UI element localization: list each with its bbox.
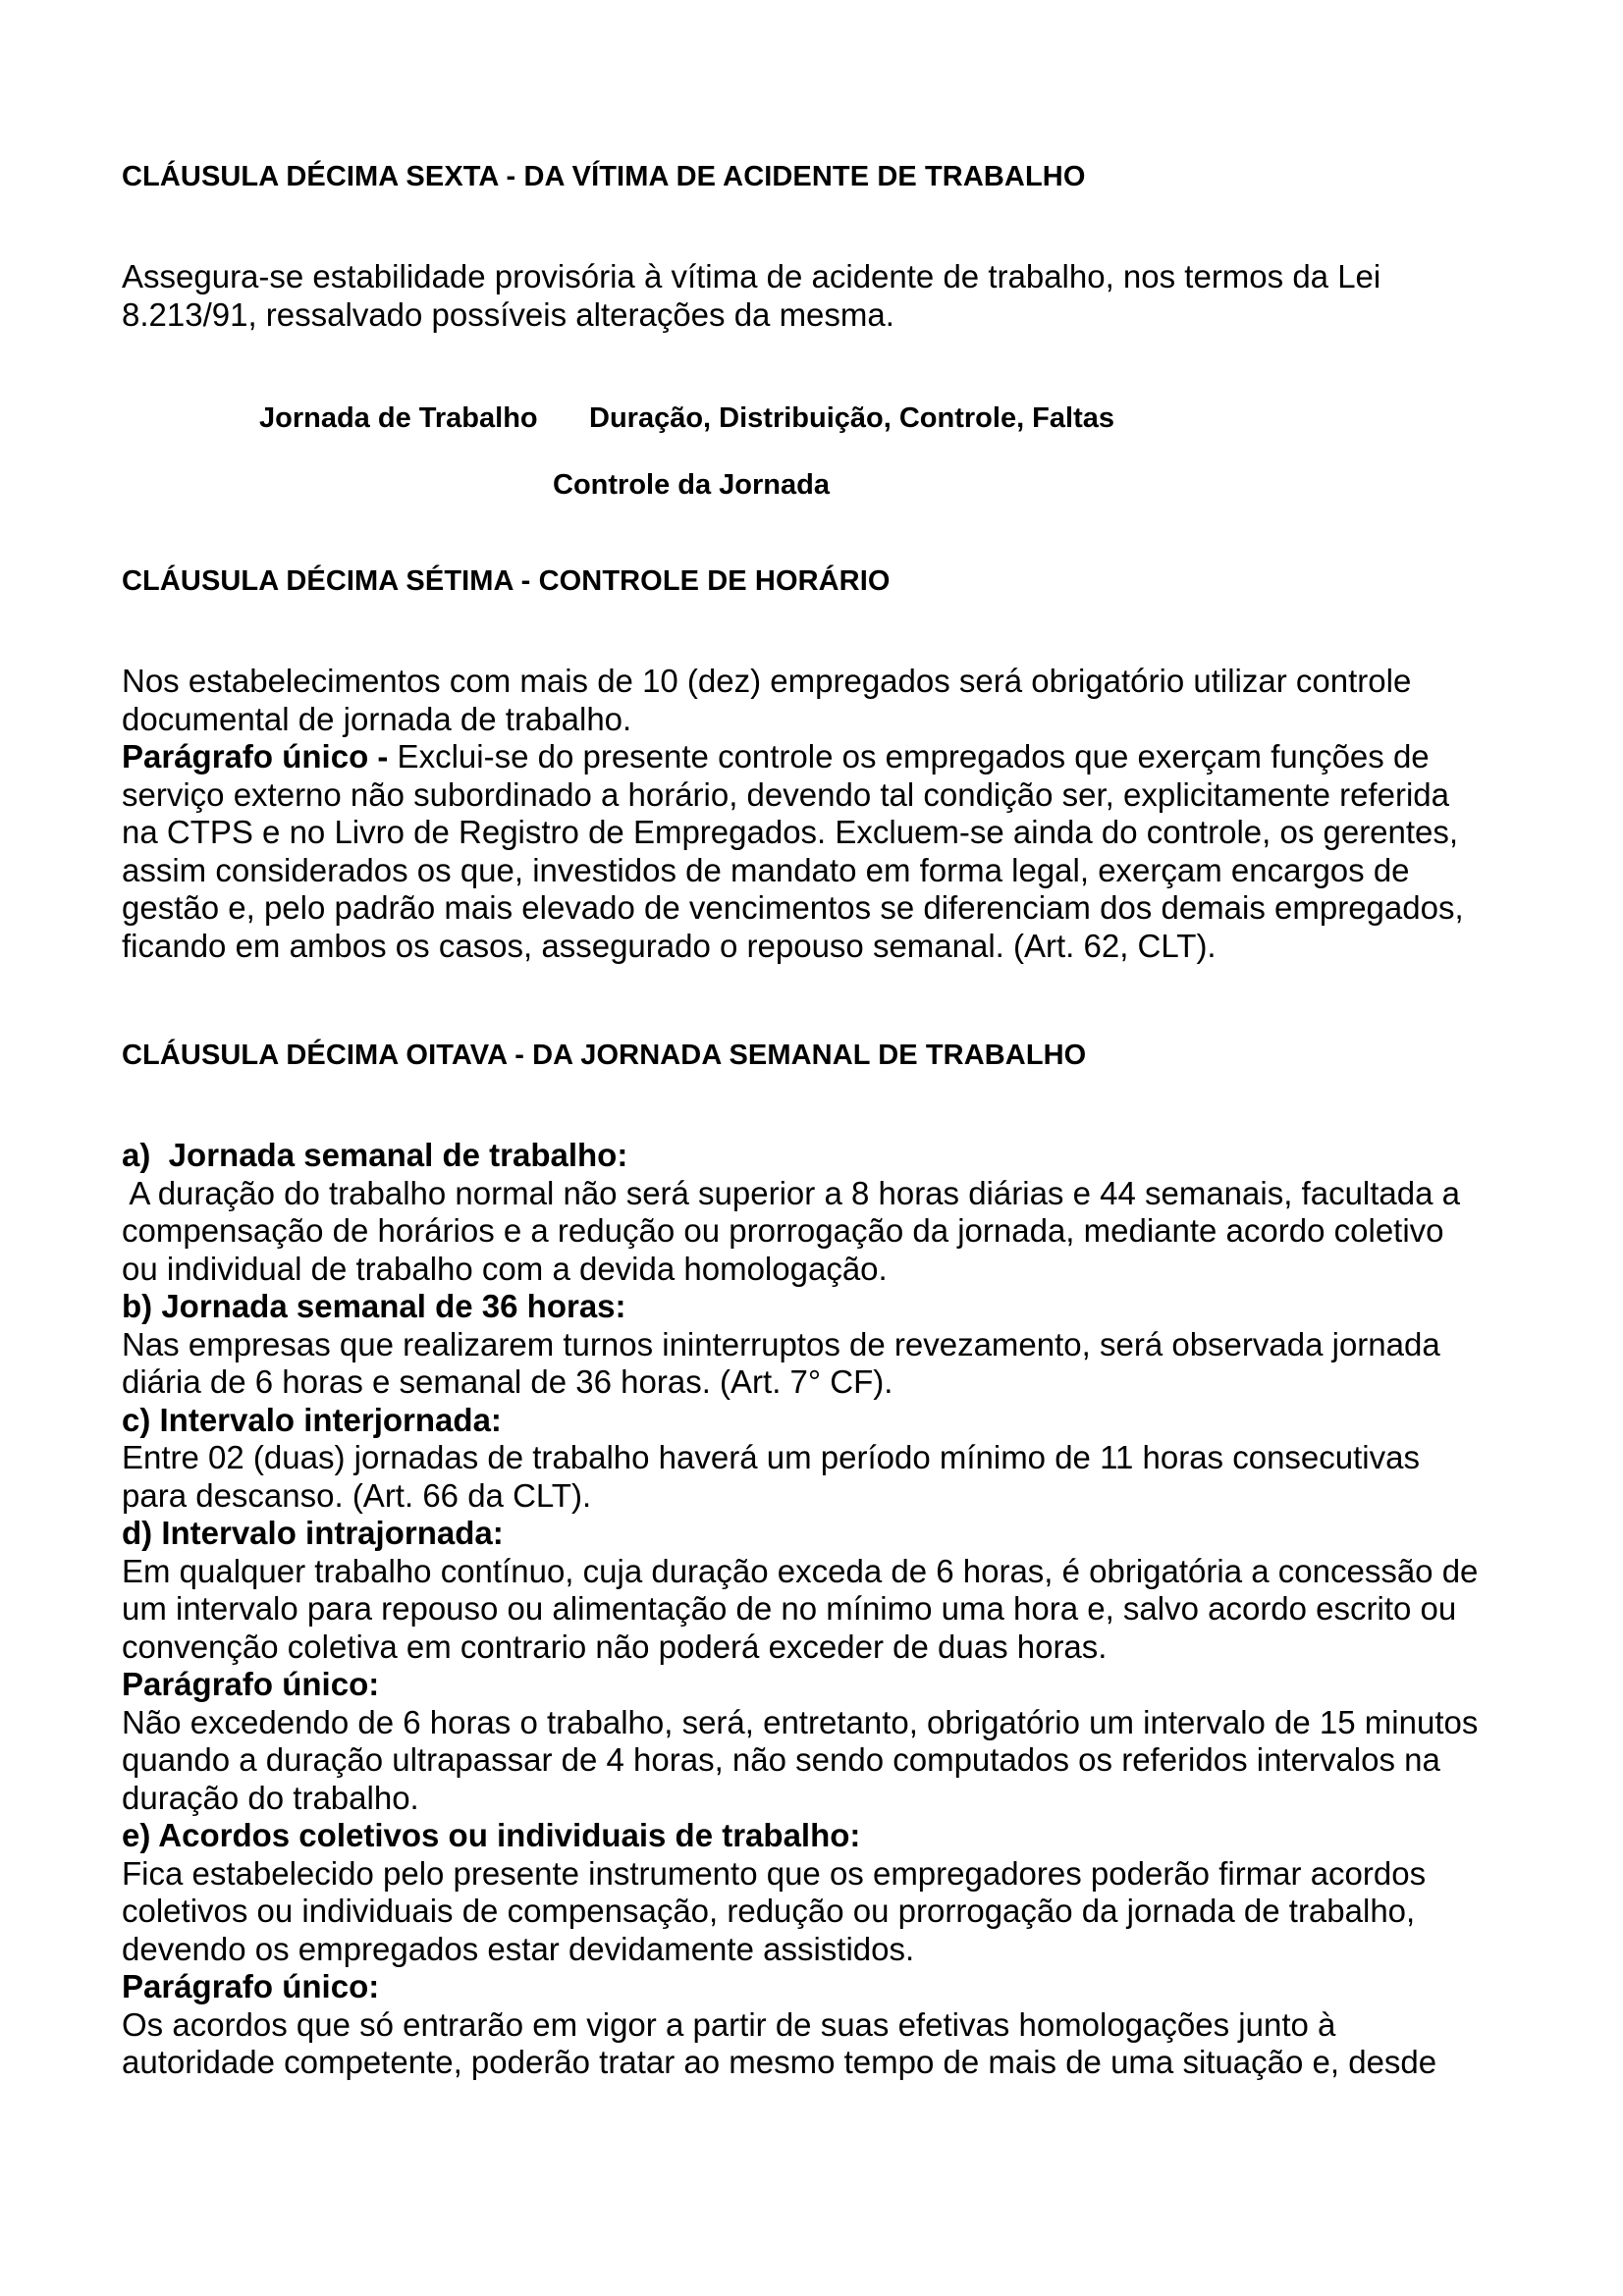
clause-17-paragraph-line: na CTPS e no Livro de Registro de Empregados. Excluem-se ainda do controle, os gerentes, (122, 814, 1459, 850)
clause-18-title: CLÁUSULA DÉCIMA OITAVA - DA JORNADA SEMANAL DE TRABALHO (122, 1040, 1087, 1071)
clause-17-paragraph-line: serviço externo não subordinado a horário, devendo tal condição ser, explicitamente referida (122, 775, 1449, 813)
clause-18-item-b (122, 1288, 1516, 1402)
clause-18-item-d (122, 1515, 1516, 1666)
clause-17-paragraph-line: ficando em ambos os casos, assegurado o repouso semanal. (Art. 62, CLT). (122, 927, 1217, 964)
item-line: convenção coletiva em contrario não poderá exceder de duas horas. (122, 1628, 1108, 1665)
item-heading: a) Jornada semanal de trabalho: (122, 1137, 628, 1173)
item-line: Os acordos que só entrarão em vigor a partir de suas efetivas homologações junto à (122, 2005, 1336, 2043)
item-line: diária de 6 horas e semanal de 36 horas. (Art. 7° CF). (122, 1363, 893, 1400)
item-line: Em qualquer trabalho contínuo, cuja duração exceda de 6 horas, é obrigatória a concessão de (122, 1552, 1479, 1589)
section-heading (122, 465, 1516, 505)
item-heading: e) Acordos coletivos ou individuais de trabalho: (122, 1817, 861, 1853)
clause-17-title: CLÁUSULA DÉCIMA SÉTIMA - CONTROLE DE HORÁRIO (122, 565, 891, 597)
section-title: Controle da Jornada (553, 469, 830, 501)
item-heading: d) Intervalo intrajornada: (122, 1515, 504, 1551)
item-line: A duração do trabalho normal não será superior a 8 horas diárias e 44 semanais, facultada a (122, 1174, 1461, 1211)
item-line: Nas empresas que realizarem turnos ininterruptos de revezamento, será observada jornada (122, 1325, 1440, 1362)
clause-17-paragraph-first-line (122, 738, 1516, 776)
clause-17-paragraph-line: assim considerados os que, investidos de mandato em forma legal, exerçam encargos de (122, 851, 1410, 888)
item-heading: Parágrafo único: (122, 1666, 380, 1702)
clause-17-line: documental de jornada de trabalho. (122, 700, 632, 737)
clause-18-item-d-paragraph (122, 1666, 1516, 1817)
item-line: Fica estabelecido pelo presente instrumento que os empregadores poderão firmar acordos (122, 1854, 1427, 1892)
clause-16-body (122, 258, 1380, 334)
item-line: Não excedendo de 6 horas o trabalho, será, entretanto, obrigatório um intervalo de 15 minutos (122, 1703, 1479, 1740)
item-heading: b) Jornada semanal de 36 horas: (122, 1288, 626, 1324)
topic-subgroup: Duração, Distribuição, Controle, Faltas (589, 402, 1114, 434)
clause-18-item-e (122, 1817, 1516, 1968)
item-heading: c) Intervalo interjornada: (122, 1401, 502, 1438)
clause-18-item-a (122, 1137, 1516, 1288)
item-line: Entre 02 (duas) jornadas de trabalho haverá um período mínimo de 11 horas consecutivas (122, 1439, 1420, 1475)
item-line: ou individual de trabalho com a devida homologação. (122, 1250, 888, 1287)
item-line: coletivos ou individuais de compensação, redução ou prorrogação da jornada de trabalho, (122, 1893, 1416, 1929)
item-line: compensação de horários e a redução ou prorrogação da jornada, mediante acordo coletivo (122, 1212, 1444, 1249)
topic-heading (122, 399, 1516, 438)
item-line: autoridade competente, poderão tratar ao mesmo tempo de mais de uma situação e, desde (122, 2044, 1437, 2080)
clause-18-body (122, 1137, 1516, 2082)
item-line: quando a duração ultrapassar de 4 horas, não sendo computados os referidos intervalos na (122, 1741, 1440, 1778)
clause-16-line: 8.213/91, ressalvado possíveis alterações da mesma. (122, 295, 894, 333)
clause-17-body (122, 663, 1516, 965)
topic-group: Jornada de Trabalho (259, 402, 538, 434)
item-line: devendo os empregados estar devidamente assistidos. (122, 1930, 915, 1967)
paragraph-label: Parágrafo único - (122, 738, 389, 774)
clause-16-line: Assegura-se estabilidade provisória à vítima de acidente de trabalho, nos termos da Lei (122, 258, 1381, 294)
item-line: um intervalo para repouso ou alimentação de no mínimo uma hora e, salvo acordo escrito ou (122, 1590, 1457, 1627)
clause-18-item-e-paragraph (122, 1968, 1516, 2082)
item-line: para descanso. (Art. 66 da CLT). (122, 1476, 592, 1514)
paragraph-text: Exclui-se do presente controle os empregados que exerçam funções de (388, 738, 1430, 774)
clause-17-line: Nos estabelecimentos com mais de 10 (dez) empregados será obrigatório utilizar controle (122, 663, 1412, 699)
clause-18-item-c (122, 1402, 1516, 1516)
item-heading: Parágrafo único: (122, 1968, 380, 2004)
clause-17-paragraph-line: gestão e, pelo padrão mais elevado de vencimentos se diferenciam dos demais empregados, (122, 889, 1464, 926)
item-line: duração do trabalho. (122, 1779, 419, 1816)
clause-16-title: CLÁUSULA DÉCIMA SEXTA - DA VÍTIMA DE ACIDENTE DE TRABALHO (122, 161, 1086, 192)
